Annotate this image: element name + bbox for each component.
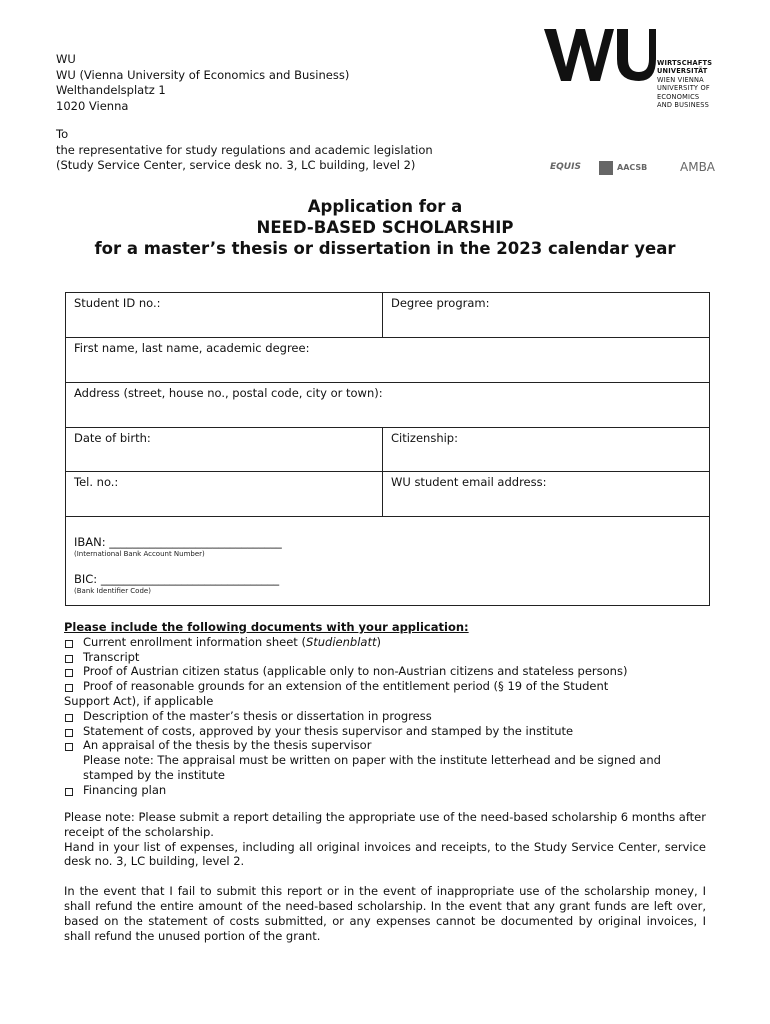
sender-line: WU [56,52,76,66]
bank-details [66,517,709,606]
form-row [66,293,709,338]
aacsb-logo: AACSB [617,163,648,172]
recipient-line: (Study Service Center, service desk no. 3, LC building, level 2) [56,158,416,172]
list-item [64,738,714,753]
title-line-2: NEED-BASED SCHOLARSHIP [256,218,514,237]
checkbox-icon [65,788,73,796]
note-paragraph [64,810,706,869]
checkbox-icon [65,655,73,663]
bic-caption: (Bank Identifier Code) [74,587,151,595]
amba-logo: AMBA [680,160,716,174]
item-text: ) [376,634,381,649]
title-line-3: for a master’s thesis or dissertation in the 2023 calendar year [94,239,676,258]
documents-list [64,620,714,798]
sender-line: 1020 Vienna [56,98,129,113]
wu-logo [544,29,719,113]
logo-line: UNIVERSITY OF [657,84,710,93]
list-item [64,635,714,650]
accreditation-logos [544,153,719,183]
wu-logo-icon [544,29,656,81]
dob-field[interactable]: Date of birth: [74,431,151,445]
logo-line: UNIVERSITÄT [657,67,708,76]
bic-field[interactable]: BIC: _______________________________ [74,572,280,586]
recipient-line: To [56,127,69,141]
logo-line: WIEN VIENNA [657,75,704,84]
aacsb-logo-icon [599,161,613,175]
sender-address [56,52,349,114]
note-text: Please note: Please submit a report detailing the appropriate use of the need-based scholarship 6 months after receipt of the scholarship. [64,810,706,839]
list-item [64,724,714,739]
iban-field[interactable]: IBAN: ______________________________ [74,535,282,549]
recipient-block [56,127,433,174]
logo-line: AND BUSINESS [657,101,709,110]
checkbox-icon [65,729,73,737]
note-text: Hand in your list of expenses, including all original invoices and receipts, to the Study Service Center, service desk no. 3, LC building, level 2. [64,839,706,869]
form-row [66,338,709,383]
title-line-1: Application for a [307,197,463,216]
checkbox-icon [65,684,73,692]
student-id-field[interactable]: Student ID no.: [74,296,161,310]
checkbox-icon [65,640,73,648]
item-text: Proof of reasonable grounds for an extension of the entitlement period (§ 19 of the Student [83,679,609,694]
form-row [66,428,709,472]
item-text: Proof of Austrian citizen status (applicable only to non-Austrian citizens and stateless persons) [83,664,628,679]
name-field[interactable]: First name, last name, academic degree: [74,341,310,355]
list-item [64,679,714,694]
form-row [66,383,709,428]
checkbox-icon [65,743,73,751]
checkbox-icon [65,714,73,722]
email-field[interactable]: WU student email address: [382,472,710,516]
appraisal-note: Please note: The appraisal must be written on paper with the institute letterhead and be signed and stamped by the institute [83,753,661,782]
item-text: Description of the master’s thesis or dissertation in progress [83,708,432,723]
list-item [64,709,714,724]
address-field[interactable]: Address (street, house no., postal code, city or town): [74,386,383,400]
checkbox-icon [65,669,73,677]
item-text: Statement of costs, approved by your thesis supervisor and stamped by the institute [83,723,574,738]
citizenship-field[interactable]: Citizenship: [382,428,710,471]
degree-program-field[interactable]: Degree program: [382,293,710,337]
notes-section [64,810,706,958]
item-text: An appraisal of the thesis by the thesis supervisor [83,738,372,753]
iban-caption: (International Bank Account Number) [74,550,205,558]
list-item [64,664,714,679]
logo-line: ECONOMICS [657,92,700,101]
wu-logo-text [657,59,712,109]
logo-line: WIRTSCHAFTS [657,59,713,67]
item-text: Financing plan [83,782,167,797]
item-text: Current enrollment information sheet ( [83,634,306,649]
recipient-line: the representative for study regulations and academic legislation [56,142,433,157]
sender-line: WU (Vienna University of Economics and Business) [56,67,350,82]
list-item [64,650,714,665]
documents-heading: Please include the following documents with your application: [64,620,469,634]
item-text-emphasis: Studienblatt [305,634,377,649]
equis-logo: EQUIS [550,162,581,172]
sender-line: Welthandelsplatz 1 [56,83,166,97]
list-item [64,783,714,798]
tel-field[interactable]: Tel. no.: [74,475,119,489]
application-form [65,292,710,606]
form-row [66,472,709,517]
item-text: Transcript [83,649,140,664]
document-title [0,196,770,259]
refund-paragraph: In the event that I fail to submit this report or in the event of inappropriate use of the scholarship money, I shall refund the entire amount of the need-based scholarship. In the event that any grant funds are left over, based on the statement of costs submitted, or any expenses cannot be documented by original invoices, I shall refund the unused portion of the grant. [64,884,706,943]
list-item-continuation: Support Act), if applicable [64,693,214,708]
